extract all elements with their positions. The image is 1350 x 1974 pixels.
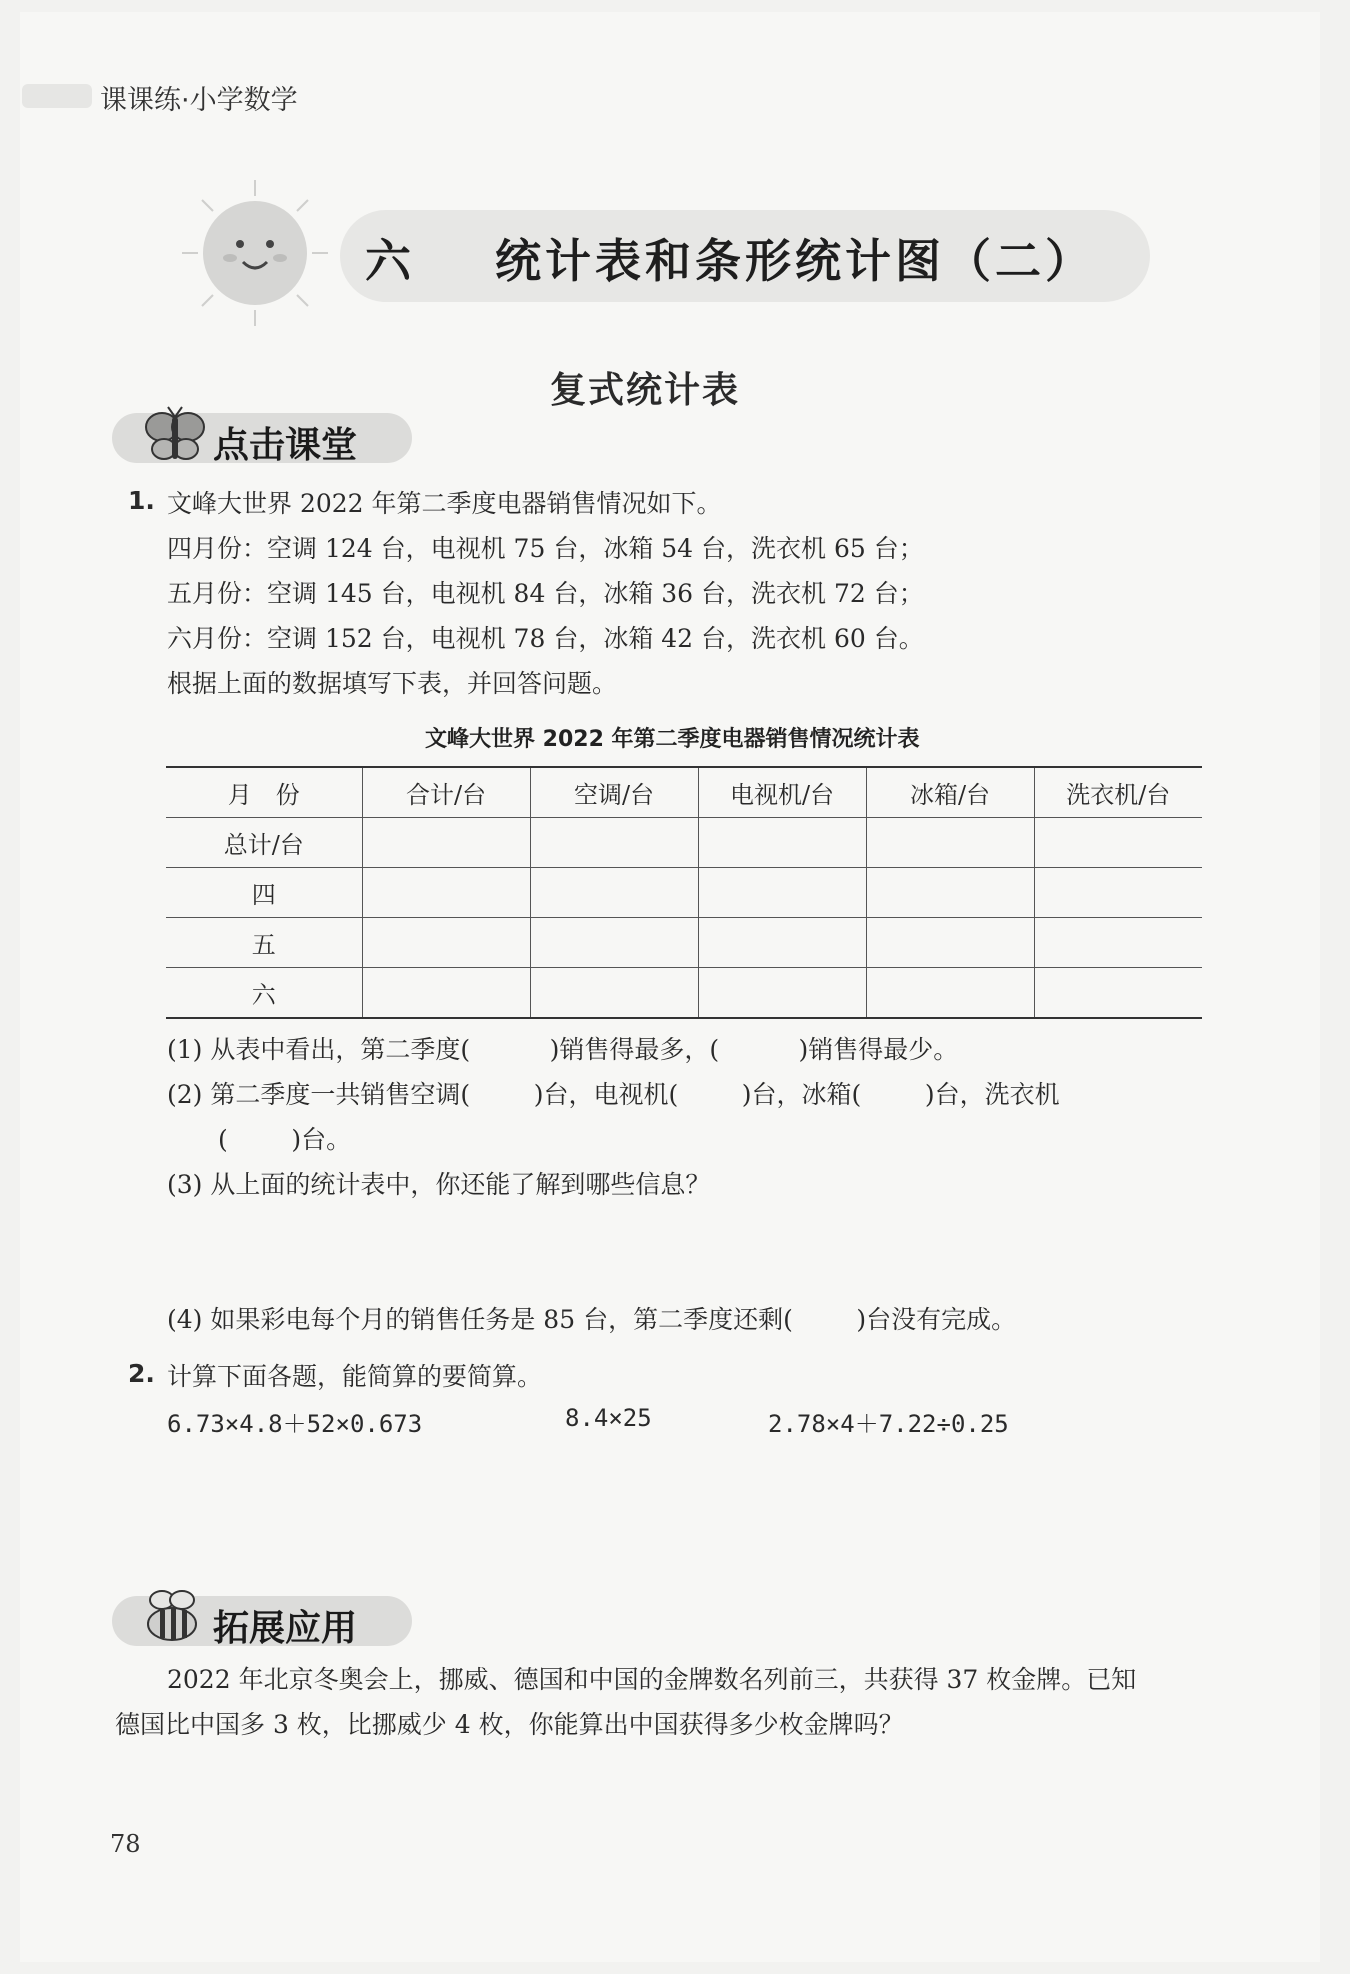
sub-question-1: (1) 从表中看出，第二季度( )销售得最多，( )销售得最少。	[167, 1035, 959, 1064]
answer-cell[interactable]	[530, 818, 698, 868]
question-2-instruction: 计算下面各题，能简算的要简算。	[167, 1362, 543, 1391]
june-data: 六月份：空调 152 台，电视机 78 台，冰箱 42 台，洗衣机 60 台。	[167, 624, 924, 653]
answer-cell[interactable]	[362, 968, 530, 1019]
answer-cell[interactable]	[362, 818, 530, 868]
table-title: 文峰大世界 2022 年第二季度电器销售情况统计表	[425, 727, 920, 752]
answer-cell[interactable]	[362, 918, 530, 968]
header-washer: 洗衣机/台	[1034, 767, 1202, 818]
answer-cell[interactable]	[698, 868, 866, 918]
table-row	[166, 918, 1202, 968]
question-1-intro: 文峰大世界 2022 年第二季度电器销售情况如下。	[167, 489, 722, 518]
sub-question-2: (2) 第二季度一共销售空调( )台，电视机( )台，冰箱( )台，洗衣机	[167, 1080, 1060, 1109]
question-2-number: 2.	[128, 1359, 155, 1388]
header-tv: 电视机/台	[698, 767, 866, 818]
answer-cell[interactable]	[1034, 868, 1202, 918]
answer-cell[interactable]	[530, 868, 698, 918]
answer-cell[interactable]	[866, 818, 1034, 868]
answer-cell[interactable]	[866, 968, 1034, 1019]
header-decoration	[22, 84, 92, 108]
row-label: 总计/台	[223, 831, 304, 859]
answer-cell[interactable]	[866, 918, 1034, 968]
row-label: 五	[251, 931, 276, 959]
table-row	[166, 868, 1202, 918]
header-fridge: 冰箱/台	[866, 767, 1034, 818]
question-1-instruction: 根据上面的数据填写下表，并回答问题。	[167, 669, 618, 698]
practice-label: 点击课堂	[213, 425, 358, 466]
butterfly-icon	[140, 405, 210, 467]
answer-cell[interactable]	[698, 968, 866, 1019]
table-row	[166, 818, 1202, 868]
sub-question-3: (3) 从上面的统计表中，你还能了解到哪些信息？	[167, 1170, 711, 1199]
answer-cell[interactable]	[530, 918, 698, 968]
answer-cell[interactable]	[1034, 818, 1202, 868]
may-data: 五月份：空调 145 台，电视机 84 台，冰箱 36 台，洗衣机 72 台；	[167, 579, 924, 608]
sub-question-4: (4) 如果彩电每个月的销售任务是 85 台，第二季度还剩( )台没有完成。	[167, 1305, 1017, 1334]
answer-cell[interactable]	[1034, 968, 1202, 1019]
table-row	[166, 968, 1202, 1019]
april-data: 四月份：空调 124 台，电视机 75 台，冰箱 54 台，洗衣机 65 台；	[167, 534, 924, 563]
answer-cell[interactable]	[362, 868, 530, 918]
page-number: 78	[110, 1830, 141, 1858]
extension-line-1: 2022 年北京冬奥会上，挪威、德国和中国的金牌数名列前三，共获得 37 枚金牌。已知	[167, 1665, 1137, 1694]
extension-label: 拓展应用	[213, 1608, 358, 1649]
expression-3: 2.78×4＋7.22÷0.25	[768, 1410, 1009, 1438]
lesson-title: 复式统计表	[550, 370, 741, 411]
sun-icon	[180, 178, 330, 328]
header-month: 月 份	[227, 781, 300, 809]
row-label: 四	[251, 881, 276, 909]
expression-1: 6.73×4.8＋52×0.673	[167, 1410, 423, 1438]
answer-cell[interactable]	[698, 818, 866, 868]
question-1-number: 1.	[128, 486, 155, 515]
header-ac: 空调/台	[530, 767, 698, 818]
row-label: 六	[251, 981, 276, 1009]
sub-question-2-cont: ( )台。	[218, 1125, 352, 1154]
book-title: 课课练·小学数学	[100, 85, 298, 116]
expression-2: 8.4×25	[565, 1404, 652, 1432]
answer-cell[interactable]	[698, 918, 866, 968]
answer-cell[interactable]	[866, 868, 1034, 918]
bee-icon	[138, 1584, 210, 1646]
chapter-title: 六 统计表和条形统计图（二）	[365, 234, 1096, 288]
answer-cell[interactable]	[1034, 918, 1202, 968]
answer-cell[interactable]	[530, 968, 698, 1019]
extension-line-2: 德国比中国多 3 枚，比挪威少 4 枚，你能算出中国获得多少枚金牌吗？	[115, 1710, 904, 1739]
header-total: 合计/台	[362, 767, 530, 818]
table-header-row	[166, 767, 1202, 818]
sales-table	[166, 766, 1202, 1019]
